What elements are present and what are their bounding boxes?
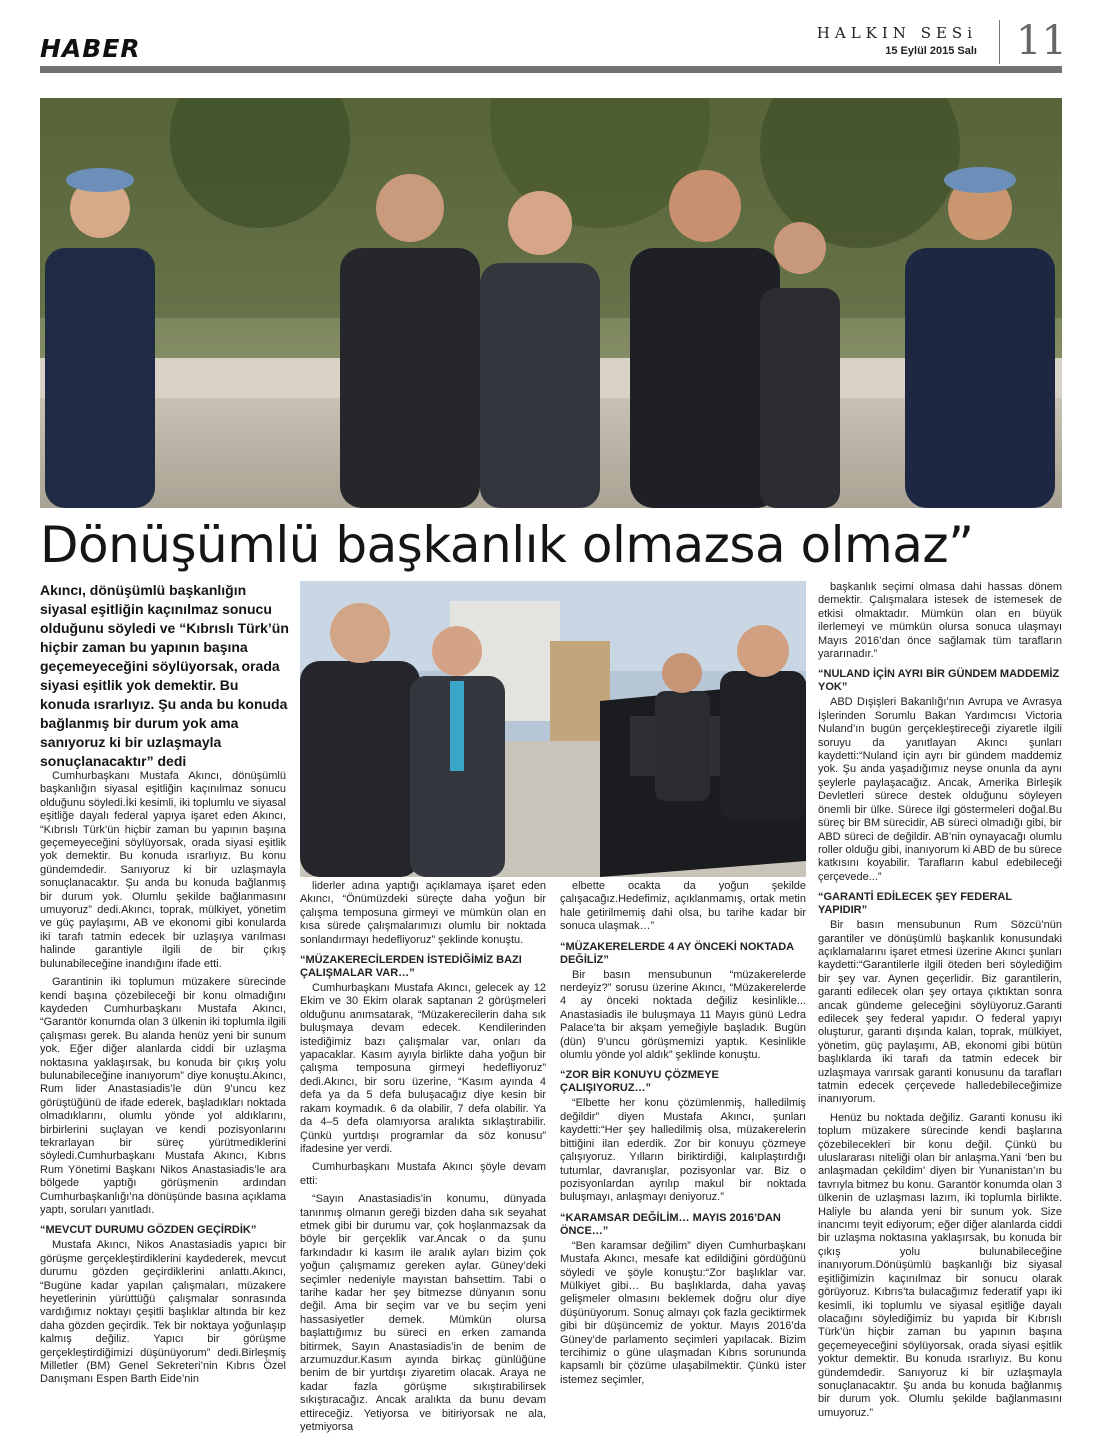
column-4 xyxy=(818,581,1062,1425)
subheading: “KARAMSAR DEĞİLİM… MAYIS 2016’DAN ÖNCE…” xyxy=(560,1211,781,1237)
column-1 xyxy=(40,770,286,1392)
page-number-divider xyxy=(999,20,1000,64)
paragraph: Cumhurbaşkanı Mustafa Akıncı, gelecek ay 12 Ekim ve 30 Ekim olarak saptanan 2 görüşmeleri olduğunu anımsatarak, “Müzakerecilerin daha sık buluşmaya devam edecek. Kendilerinden istediğimiz bazı çalışmalar var, onları da yapacaklar. Kasım ayıyla birlikte daha yoğun bir çalışma temposuna girmeyi hedefliyoruz” dedi.Akıncı, bir soru üzerine, “Kasım ayında 4 defa ya da 5 defa buluşacağız diye kesin bir rakam koymadık. 6 da olabilir, 7 defa olabilir. Ya da 4–5 defa olamıyorsa aralıkta sıklaştırabilir. Çünkü yurtdışı programlar da söz konusu” ifadesine yer verdi. xyxy=(300,982,546,1155)
paragraph: Mustafa Akıncı, Nikos Anastasiadis yapıcı bir görüşme gerçekleştirdiklerini kaydederek, mevcut durumu gözden geçirdiklerini anlattı.Akıncı, “Bugüne kadar yapılan çalışmaları, müzakere heyetlerinin yürüttüğü çalışmalar sonrasında vardığımız noktayı çeşitli başlıklar altında bir kez daha gözden geçirdik. Tek bir noktaya yoğunlaşıp kalmış değiliz. Yapıcı bir görüşme gerçekleştirdiğimizi düşünüyorum” dedi.Birleşmiş Milletler (BM) Genel Sekreteri’nin Kıbrıs Özel Danışmanı Espen Barth Eide’nin xyxy=(40,1239,286,1386)
paragraph: “Elbette her konu çözümlenmiş, halledilmiş değildir” diyen Mustafa Akıncı, şunları kaydetti:“Her şey halledilmiş olsa, müzakerelerin bittiğini ilan ederdik. Zor bir konuyu çözmeye çalışıyoruz. Yılların biriktirdiği, kalıplaştırdığı tutumlar, davranışlar, pozisyonlar var. Biz o pozisyonlardan ayrılıp makul bir noktada buluşmayı, anlaşmayı deniyoruz.” xyxy=(560,1097,806,1204)
paragraph: başkanlık seçimi olmasa dahi hassas dönem demektir. Çalışmalara istesek de istemesek de etkisi olmaktadır. Mümkün olan en büyük ilerlemeyi ve mümkün olursa sonuca ulaşmayı Mayıs 2016’dan önce sağlamak tüm tarafların yararınadır.” xyxy=(818,581,1062,661)
subheading: “NULAND İÇİN AYRI BİR GÜNDEM MADDEMİZ YOK” xyxy=(818,668,1060,694)
newspaper-name: HALKIN SESi xyxy=(816,24,977,42)
paragraph: ABD Dışişleri Bakanlığı’nın Avrupa ve Avrasya İşlerinden Sorumlu Bakan Yardımcısı Victoria Nuland’ın bugün gerçekleştireceği ziyaretle ilgili soruyu da yanıtlayan Akıncı şunları kaydetti:“Nuland için ayrı bir gündem maddemiz yok. Şu anda yaşadığımız neyse onunla da aynı şeylerle paylaşacağız. Ancak, Amerika Birleşik Devletleri sürece destek olduğunu söyleyen önemli bir ülke. Sürece ilgi göstermeleri doğal.Bu süreç bir BM sürecidir, AB süreci olmadığı gibi, bir ABD süreci de değildir. AB’nin oynayacağı olumlu roller olduğu gibi, inanıyorum ki ABD de bu sürece katkısını koyabilir. Tarafların kabul edebileceği çerçevede...” xyxy=(818,696,1062,883)
header-rule xyxy=(40,66,1062,73)
paragraph: “Ben karamsar değilim” diyen Cumhurbaşkanı Mustafa Akıncı, mesafe kat edildiğini gördüğünü söyledi ve şöyle konuştu:“Zor başlıklar var. Mülkiyet gibi… Bu başlıklarda, daha yavaş gelişmeler olmasını beklemek doğru olur diye düşünüyorum. Sonuç almayı çok fazla geciktirmek gibi bir düşüncemiz de yoktur. Mayıs 2016’da Güney’de parlamento seçimleri yapılacak. Bizim tercihimiz o güne ulaşmadan Kıbrıs sorununda kapsamlı bir çözüme ulaşabilmektir. Çünkü ister istemez seçimler, xyxy=(560,1239,806,1386)
subheading: “MÜZAKERELERDE 4 AY ÖNCEKİ NOKTADA DEĞİLİZ” xyxy=(560,940,794,966)
subheading: “MÜZAKERECİLERDEN İSTEDİĞİMİZ BAZI ÇALIŞMALAR VAR…” xyxy=(300,954,522,980)
paragraph: Henüz bu noktada değiliz. Garanti konusu iki toplum müzakere sürecinde kendi başlarına çözebilecekleri bir konu değil. Çünkü bu uluslararası niteliği olan bir anlaşma.Yani ‘ben bu anlaşmadan çekildim’ diyen bir Yunanistan’ın bu tavrıyla bitmez bu konu. Garantör konumda olan 3 ülkenin de uzlaşması lazım, iki toplumla birlikte. Haliyle bu alanda yeni bir sunum yok. Size inancımı teyit ediyorum; eğer diğer alanlarda ciddi bir uzlaşma noktasına yaklaşırsak, bu konuda bir çıkış yolu bulunabileceğine inanıyorum.Dönüşümlü başkanlığı biz siyasal eşitliğimizin kaçınılmaz bir sonucu olarak görüyoruz. Kıbrıs’ta bulacağımız federatif yapı iki kesimli, iki toplumlu ve siyasal eşitliğe dayalı olacağını söylediğimiz bu yapıda bir Kıbrıslı Türk’ün hiçbir zaman bu yapının başına geçemeyeceğini söylüyorsak, orada siyasi eşitlik yoktur demektir. Bu konuda ısrarlıyız. Bu konu gündemdedir. Sanıyoruz ki bir uzlaşmayla sonuçlanacaktır. Şu anda bu konuda bağlanmış bir durum yok. Olumlu şekilde bağlanmasını umuyoruz.” xyxy=(818,1111,1062,1419)
main-photo xyxy=(40,98,1062,508)
paragraph: Cumhurbaşkanı Mustafa Akıncı, dönüşümlü başkanlığın siyasal eşitliğin kaçınılmaz sonucu olduğunu söyledi.İki kesimli, iki toplumlu ve siyasal eşitliğe dayalı federal yapıya işaret eden Akıncı, “Kıbrıslı Türk’ün hiçbir zaman bu yapının başına geçemeyeceğini söylüyorsak, orada siyasi eşitlik yok demektir. Bu konuda ısrarlıyız. Bu konu gündemdedir. Sanıyoruz ki bir uzlaşmayla sonuçlanacaktır. Şu anda bu konuda bağlanmış bir durum yok. Olumlu şekilde bağlanmasını umuyoruz” dedi.Akıncı, toprak, mülkiyet, yönetim ve güç paylaşımı, AB ve ekonomi gibi konularda iki tarafı tatmin edecek bir uzlaşıya varılması halinde garantiyle ilgili de bir çıkış bulunabileceğine inandığını ifade etti. xyxy=(40,770,286,970)
paragraph: Bir basın mensubunun “müzakerelerde nerdeyiz?” sorusu üzerine Akıncı, “Müzakerelerde 4 ay önceki noktada değiliz kesinlikle... Anastasiadis ile buluşmaya 11 Mayıs günü Ledra Palace’ta bir akşam yemeğiyle başladık. Bugün (dün) 9’uncu görüşmemizi yaptık. Kesinlikle olumlu yönde yol aldık” şeklinde konuştu. xyxy=(560,968,806,1062)
paragraph: Garantinin iki toplumun müzakere sürecinde kendi başına çözebileceği bir konu olmadığını kaydeden Cumhurbaşkanı Mustafa Akıncı, “Garantör konumda olan 3 ülkenin iki toplumla ilgili çalışması gerek. Bu alanda henüz yeni bir sunum yok. Eğer diğer alanlarda ciddi bir uzlaşma noktasına yaklaşırsak, bu konuda bir çıkış yolu bulunabileceğine inanıyorum” diye konuştu.Akıncı, Rum lider Anastasiadis’le dün 9’uncu kez görüştüğünü de ifade ederek, başladıkları noktada olmadıklarını, olumlu yönde yol aldıklarını, birbirlerini suçlayan ve kendi pozisyonlarını tekrarlayan bir süreç yürütmediklerini söyledi.Cumhurbaşkanı Mustafa Akıncı, Kıbrıs Rum Yönetimi Başkanı Nikos Anastasiadis’le ara bölgede yaptığı görüşmenin ardından Cumhurbaşkanlığı’na dönüşünde basına açıklama yaptı, soruları yanıtladı. xyxy=(40,976,286,1216)
section-label: HABER xyxy=(40,34,141,63)
paragraph: Cumhurbaşkanı Mustafa Akıncı şöyle devam etti: xyxy=(300,1161,546,1187)
paragraph: liderler adına yaptığı açıklamaya işaret eden Akıncı, “Önümüzdeki süreçte daha yoğun bir çalışma temposuna girmeyi ve mümkün olan en kısa sürede çalışmalarımızı olumlu bir noktada sonlandırmayı hedefliyoruz” şeklinde konuştu. xyxy=(300,880,546,946)
paragraph: elbette ocakta da yoğun şekilde çalışacağız.Hedefimiz, açıklanmamış, ortak metin hale getirilmemiş dahi olsa, bu tarihe kadar bir sonuca ulaşmak…” xyxy=(560,880,806,933)
page-number: 11 xyxy=(1016,18,1067,64)
headline: Dönüşümlü başkanlık olmazsa olmaz” xyxy=(40,516,974,574)
subheading: “ZOR BİR KONUYU ÇÖZMEYE ÇALIŞIYORUZ…” xyxy=(560,1069,719,1095)
issue-date: 15 Eylül 2015 Salı xyxy=(885,45,977,57)
column-2 xyxy=(300,880,546,1439)
paragraph: “Sayın Anastasiadis’in konumu, dünyada tanınmış olmanın gereği bizden daha sık seyahat etmek gibi bir durumu var, çok hoşlanmazsak da böyle bir gerçeklik var.Ancak o da şunu farkındadır ki kasım ile aralık ayları bizim çok yoğun çalışmamız gereken aylar. Güney’deki seçimler nedeniyle mayıstan bahsettim. Tabi o tarihe kadar her şey bitmezse dünyanın sonu değil. Ama bir seçim var ve bu seçim yeni hassasiyetler demek. Mümkün olursa başlattığımız bu süreci en erken zamanda bitirmek, Sayın Anastasiadis’in de benim de arzumuzdur.Kasım ayında birkaç günlüğüne benim de bir yurtdışı ziyaretim olacak. Araya ne kadar fazla görüşme sıkıştırabilirsek sıkıştıracağız. Ancak aralıkta da bunu devam ettireceğiz. Yetiyorsa ve bitiriyorsak ne ala, yetmiyorsa xyxy=(300,1193,546,1434)
secondary-photo xyxy=(300,581,806,877)
subheading: “GARANTİ EDİLECEK ŞEY FEDERAL YAPIDIR” xyxy=(818,891,1012,917)
subheading: “MEVCUT DURUMU GÖZDEN GEÇİRDİK” xyxy=(40,1224,257,1237)
column-3 xyxy=(560,880,806,1392)
paragraph: Bir basın mensubunun Rum Sözcü’nün garantiler ve dönüşümlü başkanlık konusundaki açıklamalarını işaret etmesi üzerine Akıncı şunları kaydetti:“Garantilerle ilgili öteden beri söylediğim bir şey var. Aynen geçerlidir. Biz garantilerin, garanti edilecek olan şey ortaya çıktıktan sonra ancak gündeme geleceğini söylüyoruz.Garanti edilecek şey federal yapıdır. O federal yapıyı oluşturur, garanti dışında kalan, toprak, mülkiyet, yönetim, güç paylaşımı, AB, ekonomi gibi bütün başlıklarda iki tarafı da tatmin edecek bir uzlaşmaya varırsak garanti konusunu da tarafları tatmin edecek çerçevede halledebileceğimize inanıyorum. xyxy=(818,919,1062,1106)
lead-paragraph: Akıncı, dönüşümlü başkanlığın siyasal eşitliğin kaçınılmaz sonucu olduğunu söyledi ve “Kıbrıslı Türk’ün hiçbir zaman bu yapının başına geçemeyeceğini söylüyorsak, orada siyasi eşitlik yok demektir. Bu konuda ısrarlıyız. Şu anda bu konuda bağlanmış bir durum yok ama sanıyoruz ki bir uzlaşmayla sonuçlanacaktır” dedi xyxy=(40,582,289,769)
